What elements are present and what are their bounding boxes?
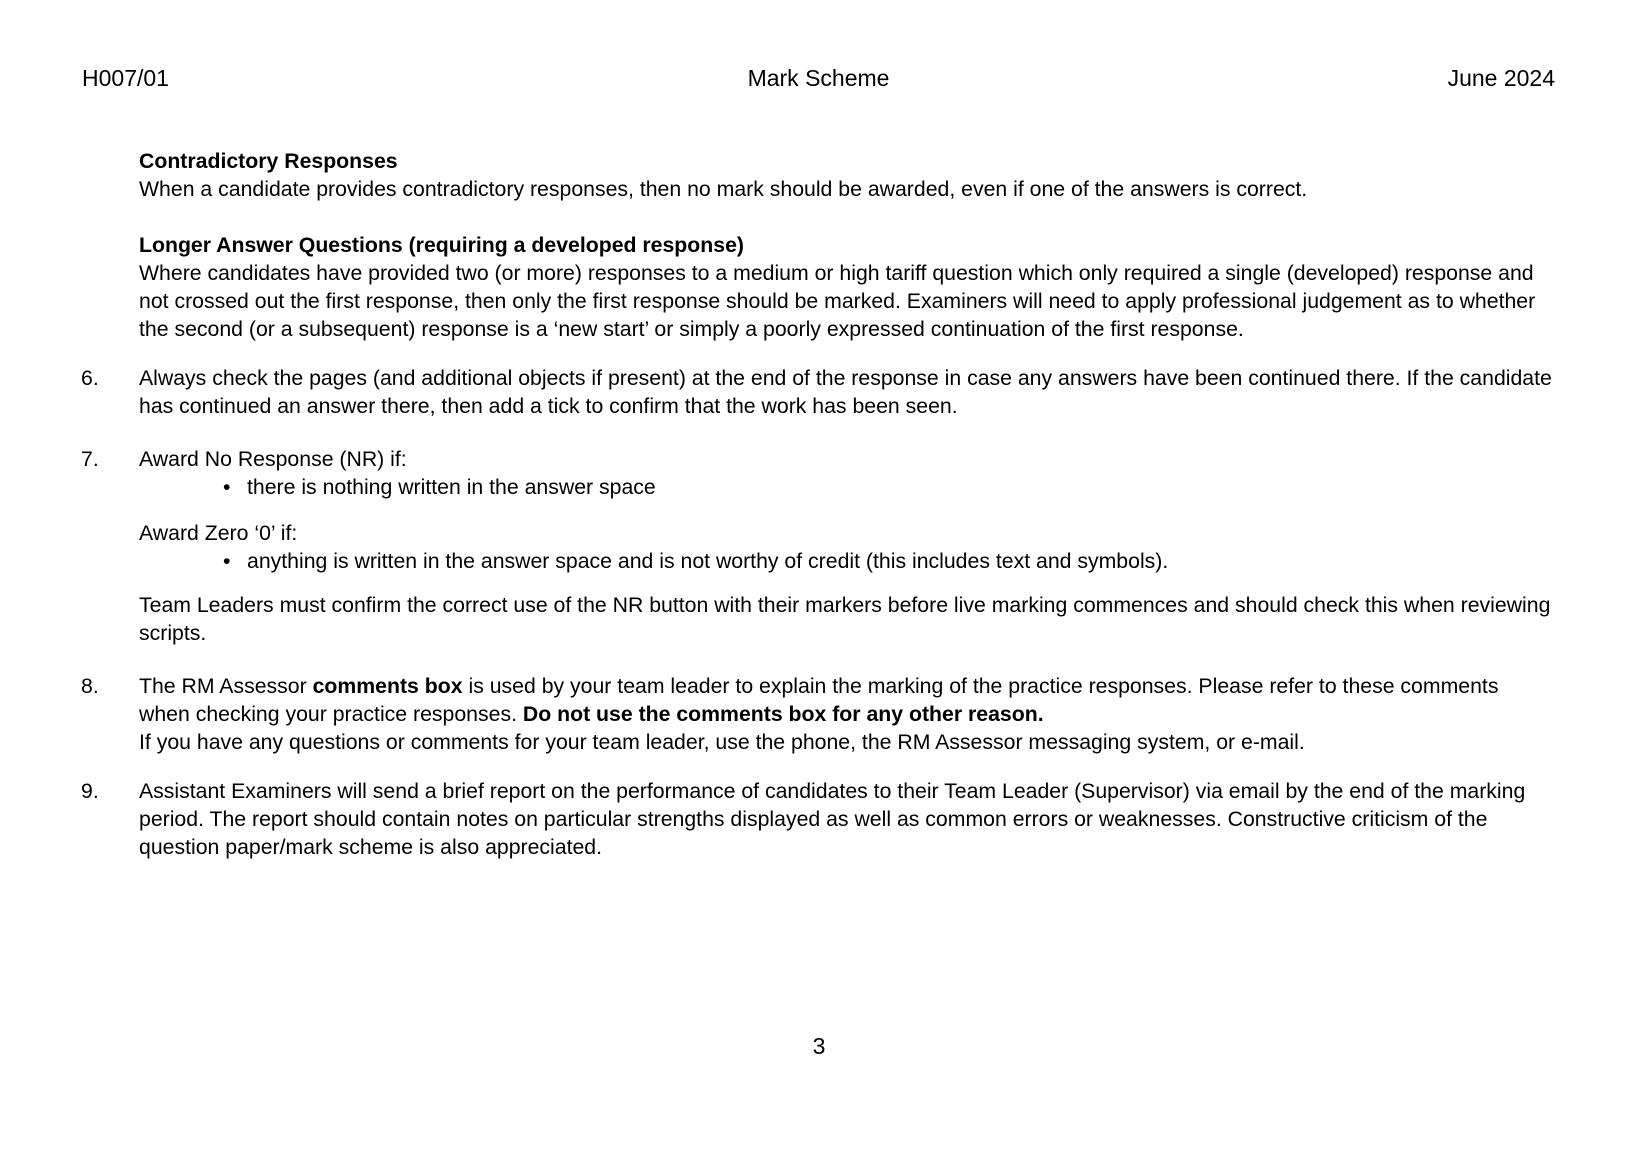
- item-7-zero-intro: Award Zero ‘0’ if:: [139, 521, 298, 545]
- header-session-date: June 2024: [1447, 65, 1555, 91]
- list-item-6: [81, 364, 1555, 420]
- header-document-title: Mark Scheme: [747, 65, 890, 91]
- text-run-bold: Do not use the comments box for any other reason.: [522, 702, 1044, 726]
- list-item-9: [81, 777, 1555, 861]
- item-6-text: Always check the pages (and additional objects if present) at the end of the response in case any answers have been continued there. If the candidate has continued an answer there, then add a tick to confirm that the work has been seen.: [139, 366, 1552, 418]
- longer-answer-questions-body: Where candidates have provided two (or more) responses to a medium or high tariff question which only required a single (developed) response and not crossed out the first response, then only the first response should be marked. Examiners will need to apply professional judgement as to whether the second (or a subsequent) response is a ‘new start’ or simply a poorly expressed continuation of the first response.: [139, 261, 1536, 341]
- bullet-text: anything is written in the answer space and is not worthy of credit (this includes text and symbols).: [247, 549, 1169, 573]
- heading-text: Contradictory Responses: [139, 149, 398, 173]
- item-8-second-paragraph: If you have any questions or comments for your team leader, use the phone, the RM Assessor messaging system, or e-mail.: [139, 730, 1305, 754]
- list-item-8: [81, 672, 1555, 756]
- page-content: [0, 92, 1638, 861]
- contradictory-responses-body: When a candidate provides contradictory responses, then no mark should be awarded, even if one of the answers is correct.: [139, 177, 1308, 201]
- item-6-number: 6.: [81, 366, 99, 390]
- section-longer-answer-questions: [139, 231, 1555, 343]
- item-6-body: [139, 364, 1555, 420]
- text-run: The RM Assessor: [139, 674, 313, 698]
- item-7-intro: Award No Response (NR) if:: [139, 447, 407, 471]
- page-header: [82, 64, 1555, 92]
- heading-suffix: (requiring a developed response): [402, 233, 744, 257]
- text-run-bold: comments box: [312, 674, 463, 698]
- item-9-text: Assistant Examiners will send a brief report on the performance of candidates to their Team Leader (Supervisor) via email by the end of the marking period. The report should contain notes on particular strengths displayed as well as common errors or weaknesses. Constructive criticism of the question paper/mark scheme is also appreciated.: [139, 779, 1526, 859]
- list-item-7: [81, 445, 1555, 647]
- contradictory-responses-heading: [139, 147, 1555, 175]
- section-contradictory-responses: [139, 147, 1555, 203]
- heading-text: Longer Answer Questions: [139, 233, 403, 257]
- item-8-body: [139, 672, 1539, 756]
- item-7-number: 7.: [81, 447, 99, 471]
- page-footer: [0, 1032, 1638, 1060]
- item-7-team-leaders-note: Team Leaders must confirm the correct use of the NR button with their markers before live marking commences and should check this when reviewing scripts.: [139, 593, 1551, 645]
- text-run: is used by your team leader to explain the marking of the practice responses. Please refer to these comments when checking your practice responses.: [139, 674, 1499, 726]
- item-9-body: [139, 777, 1555, 861]
- longer-answer-questions-heading: [139, 231, 1555, 259]
- page-number: 3: [812, 1033, 826, 1059]
- item-9-number: 9.: [81, 779, 99, 803]
- item-8-number: 8.: [81, 674, 99, 698]
- bullet-item: [139, 473, 1555, 501]
- item-8-text: [139, 672, 1539, 728]
- bullet-item: [139, 547, 1555, 575]
- header-paper-code: H007/01: [82, 65, 169, 91]
- item-7-body: [139, 445, 1555, 647]
- bullet-text: there is nothing written in the answer space: [247, 475, 656, 499]
- bullet-icon: •: [223, 475, 231, 499]
- bullet-icon: •: [223, 549, 231, 573]
